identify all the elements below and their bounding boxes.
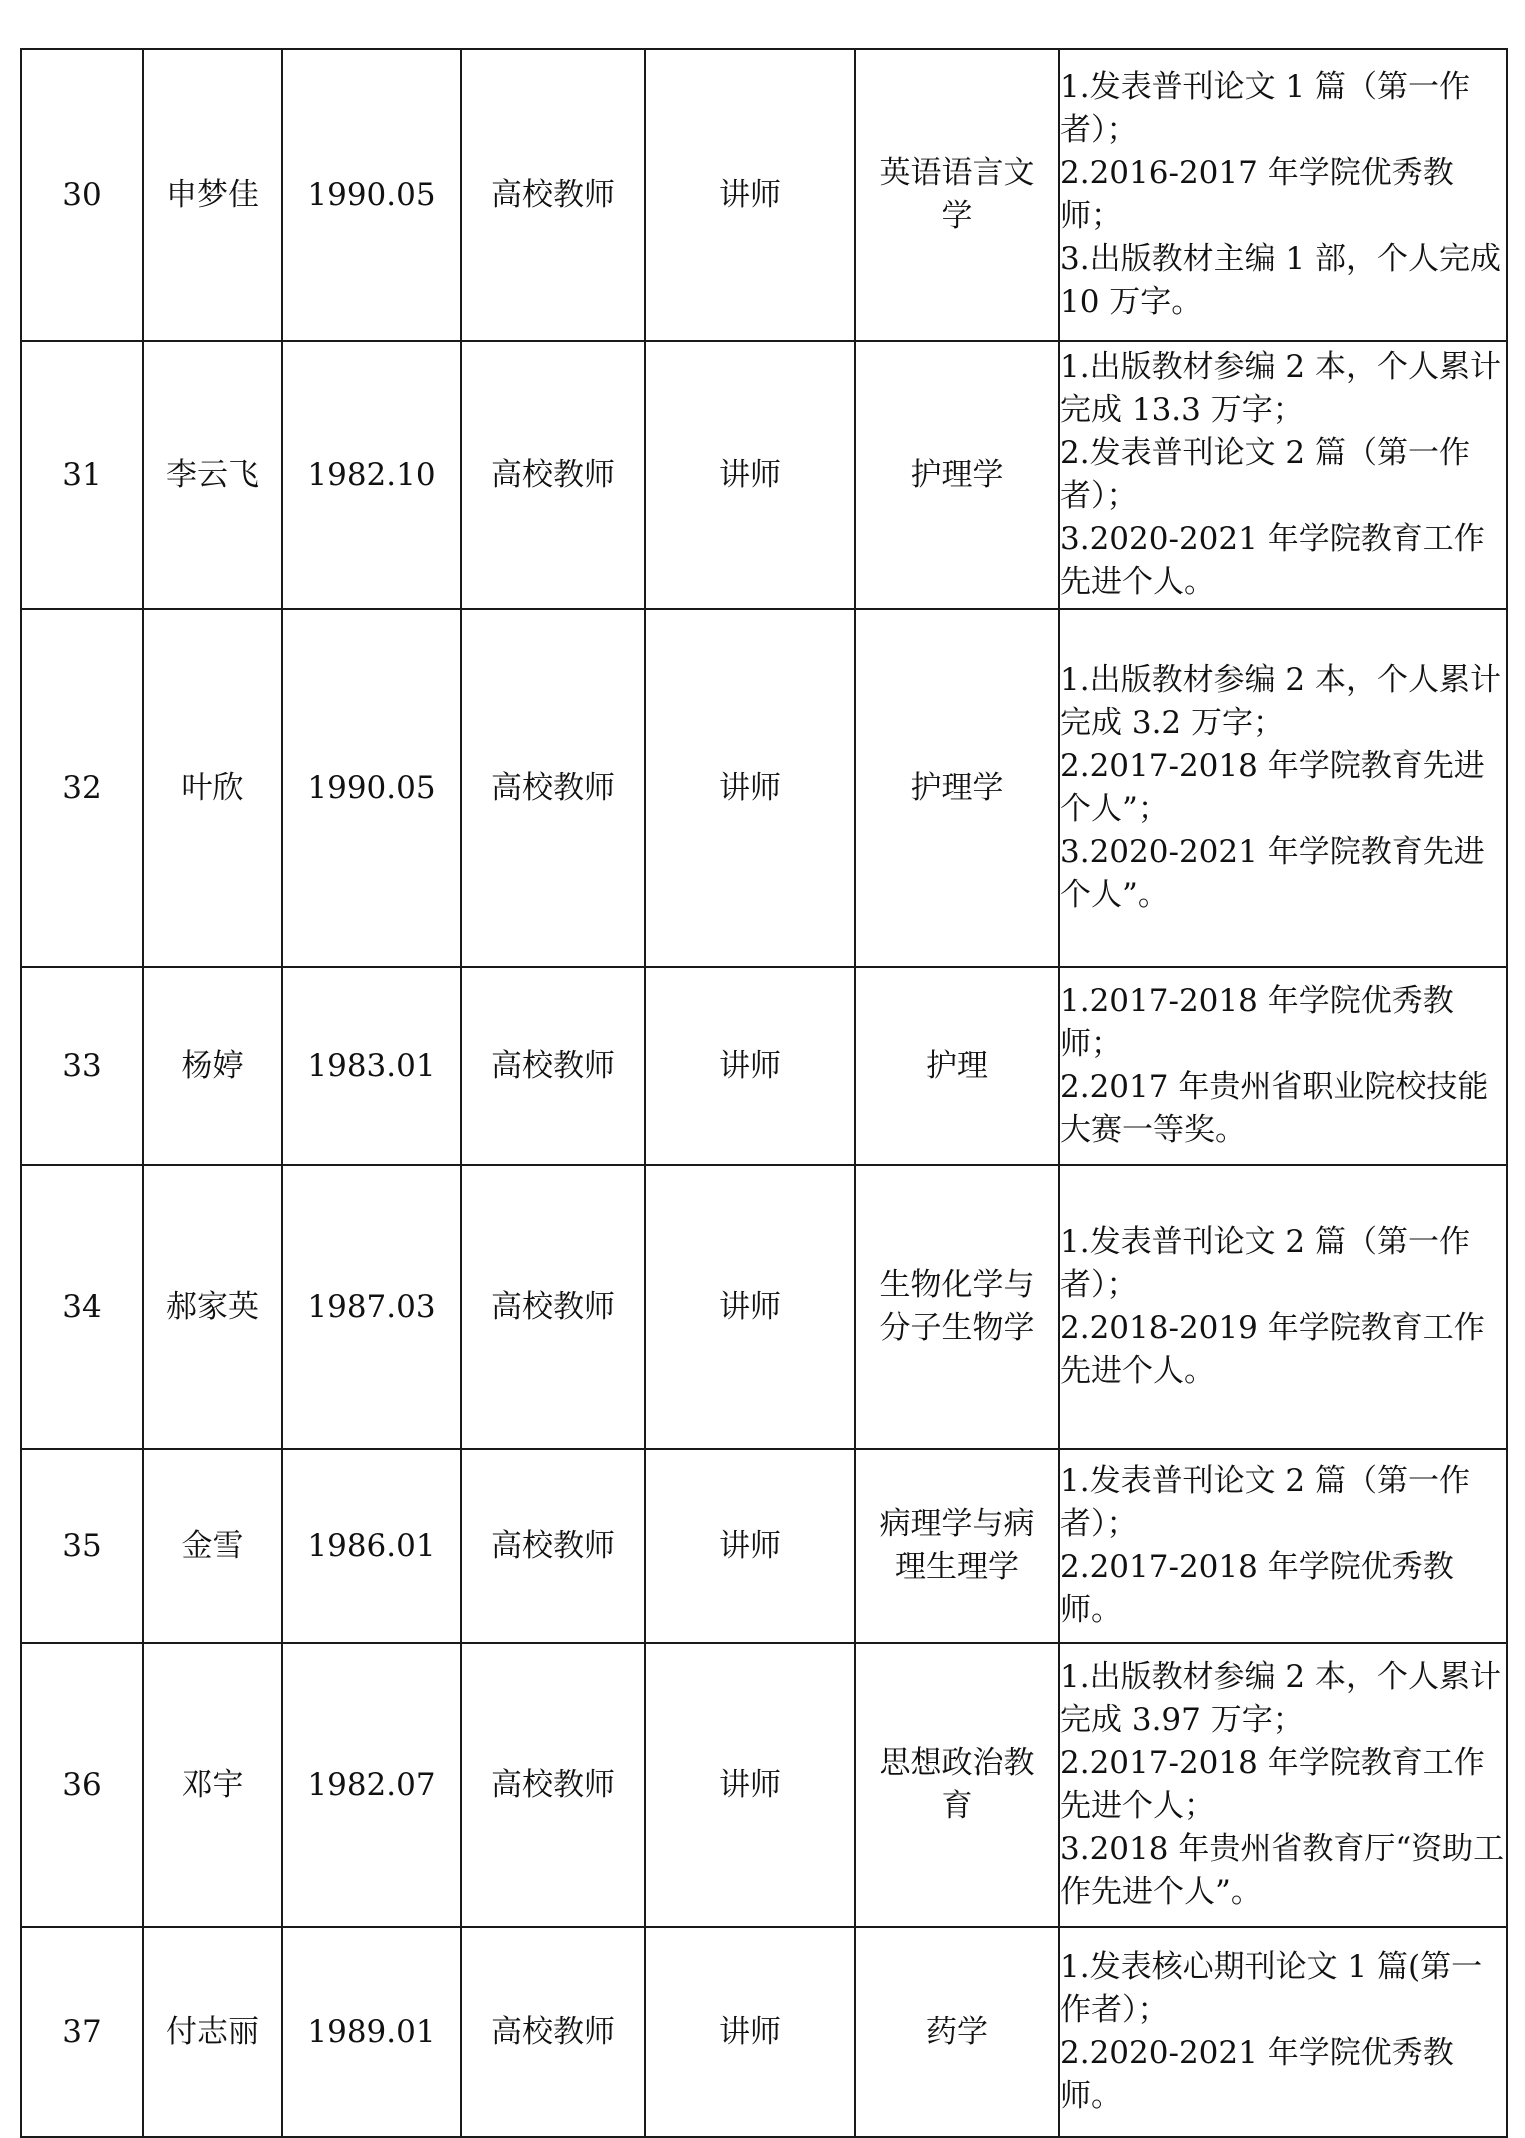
table-row: [21, 967, 1507, 1165]
cell-number: 35: [21, 1449, 143, 1643]
cell-major: [855, 1165, 1059, 1449]
cell-birth-date: 1982.10: [282, 341, 461, 609]
cell-achievements: [1059, 1927, 1507, 2137]
cell-professional-title: 讲师: [645, 967, 855, 1165]
table-row: [21, 341, 1507, 609]
cell-major: [855, 49, 1059, 341]
achievement-item: 1.2017-2018 年学院优秀教师；: [1060, 983, 1454, 1062]
cell-professional-title: 讲师: [645, 49, 855, 341]
cell-position: 高校教师: [461, 967, 645, 1165]
cell-birth-date: 1990.05: [282, 609, 461, 967]
achievement-item: 2.2017-2018 年学院优秀教师。: [1060, 1549, 1454, 1628]
achievement-item: 3.出版教材主编 1 部，个人完成 10 万字。: [1060, 241, 1502, 320]
cell-number: 32: [21, 609, 143, 967]
table-row: [21, 1165, 1507, 1449]
cell-birth-date: 1987.03: [282, 1165, 461, 1449]
table-row: [21, 1643, 1507, 1927]
cell-number: 37: [21, 1927, 143, 2137]
achievement-item: 2.2017 年贵州省职业院校技能大赛一等奖。: [1060, 1069, 1489, 1148]
cell-major: [855, 341, 1059, 609]
cell-number: 31: [21, 341, 143, 609]
cell-achievements: [1059, 341, 1507, 609]
cell-position: 高校教师: [461, 1449, 645, 1643]
cell-position: 高校教师: [461, 1927, 645, 2137]
cell-number: 34: [21, 1165, 143, 1449]
cell-name: 付志丽: [143, 1927, 282, 2137]
cell-professional-title: 讲师: [645, 609, 855, 967]
cell-position: 高校教师: [461, 49, 645, 341]
cell-achievements: [1059, 49, 1507, 341]
cell-professional-title: 讲师: [645, 1165, 855, 1449]
cell-position: 高校教师: [461, 609, 645, 967]
cell-achievements: [1059, 1643, 1507, 1927]
table-row: [21, 1449, 1507, 1643]
achievement-item: 1.出版教材参编 2 本，个人累计完成 3.97 万字；: [1060, 1659, 1502, 1738]
achievement-item: 1.发表普刊论文 1 篇（第一作者）；: [1060, 69, 1471, 148]
cell-name: 杨婷: [143, 967, 282, 1165]
document-page: [20, 48, 1508, 2138]
teacher-roster-table: [20, 48, 1508, 2138]
major-text: 护理学: [910, 769, 1004, 806]
achievement-item: 2.2017-2018 年学院教育先进个人”；: [1060, 748, 1485, 827]
cell-professional-title: 讲师: [645, 1927, 855, 2137]
cell-position: 高校教师: [461, 341, 645, 609]
achievement-item: 1.发表核心期刊论文 1 篇(第一作者）；: [1060, 1949, 1483, 2028]
cell-name: 叶欣: [143, 609, 282, 967]
major-text: 护理: [926, 1047, 988, 1084]
major-text: 药学: [926, 2013, 988, 2050]
achievement-item: 2.发表普刊论文 2 篇（第一作者）；: [1060, 435, 1471, 514]
cell-name: 邓宇: [143, 1643, 282, 1927]
achievement-item: 1.出版教材参编 2 本，个人累计完成 13.3 万字；: [1060, 349, 1502, 428]
cell-achievements: [1059, 609, 1507, 967]
major-text: 英语语言文学: [879, 155, 1035, 234]
cell-birth-date: 1986.01: [282, 1449, 461, 1643]
achievement-item: 2.2018-2019 年学院教育工作先进个人。: [1060, 1310, 1485, 1389]
cell-professional-title: 讲师: [645, 1449, 855, 1643]
cell-position: 高校教师: [461, 1643, 645, 1927]
cell-position: 高校教师: [461, 1165, 645, 1449]
cell-name: 李云飞: [143, 341, 282, 609]
achievement-item: 1.发表普刊论文 2 篇（第一作者）；: [1060, 1224, 1471, 1303]
cell-professional-title: 讲师: [645, 1643, 855, 1927]
major-text: 生物化学与分子生物学: [879, 1267, 1035, 1346]
cell-number: 36: [21, 1643, 143, 1927]
major-text: 病理学与病理生理学: [879, 1506, 1035, 1585]
major-text: 思想政治教育: [879, 1745, 1035, 1824]
achievement-item: 2.2020-2021 年学院优秀教师。: [1060, 2035, 1454, 2114]
achievement-item: 1.发表普刊论文 2 篇（第一作者）；: [1060, 1463, 1471, 1542]
cell-number: 30: [21, 49, 143, 341]
cell-professional-title: 讲师: [645, 341, 855, 609]
cell-number: 33: [21, 967, 143, 1165]
table-row: [21, 1927, 1507, 2137]
cell-achievements: [1059, 967, 1507, 1165]
cell-birth-date: 1990.05: [282, 49, 461, 341]
cell-major: [855, 1927, 1059, 2137]
cell-major: [855, 1449, 1059, 1643]
cell-name: 郝家英: [143, 1165, 282, 1449]
achievement-item: 2.2016-2017 年学院优秀教师；: [1060, 155, 1454, 234]
cell-achievements: [1059, 1165, 1507, 1449]
cell-name: 申梦佳: [143, 49, 282, 341]
achievement-item: 1.出版教材参编 2 本，个人累计完成 3.2 万字；: [1060, 662, 1502, 741]
cell-major: [855, 967, 1059, 1165]
cell-birth-date: 1983.01: [282, 967, 461, 1165]
achievement-item: 3.2020-2021 年学院教育工作先进个人。: [1060, 521, 1485, 600]
achievement-item: 3.2020-2021 年学院教育先进个人”。: [1060, 834, 1485, 913]
table-row: [21, 609, 1507, 967]
cell-name: 金雪: [143, 1449, 282, 1643]
cell-major: [855, 609, 1059, 967]
achievement-item: 3.2018 年贵州省教育厅“资助工作先进个人”。: [1060, 1831, 1505, 1910]
achievement-item: 2.2017-2018 年学院教育工作先进个人；: [1060, 1745, 1485, 1824]
major-text: 护理学: [910, 456, 1004, 493]
cell-birth-date: 1982.07: [282, 1643, 461, 1927]
cell-achievements: [1059, 1449, 1507, 1643]
roster-body: [21, 49, 1507, 2137]
cell-birth-date: 1989.01: [282, 1927, 461, 2137]
table-row: [21, 49, 1507, 341]
cell-major: [855, 1643, 1059, 1927]
